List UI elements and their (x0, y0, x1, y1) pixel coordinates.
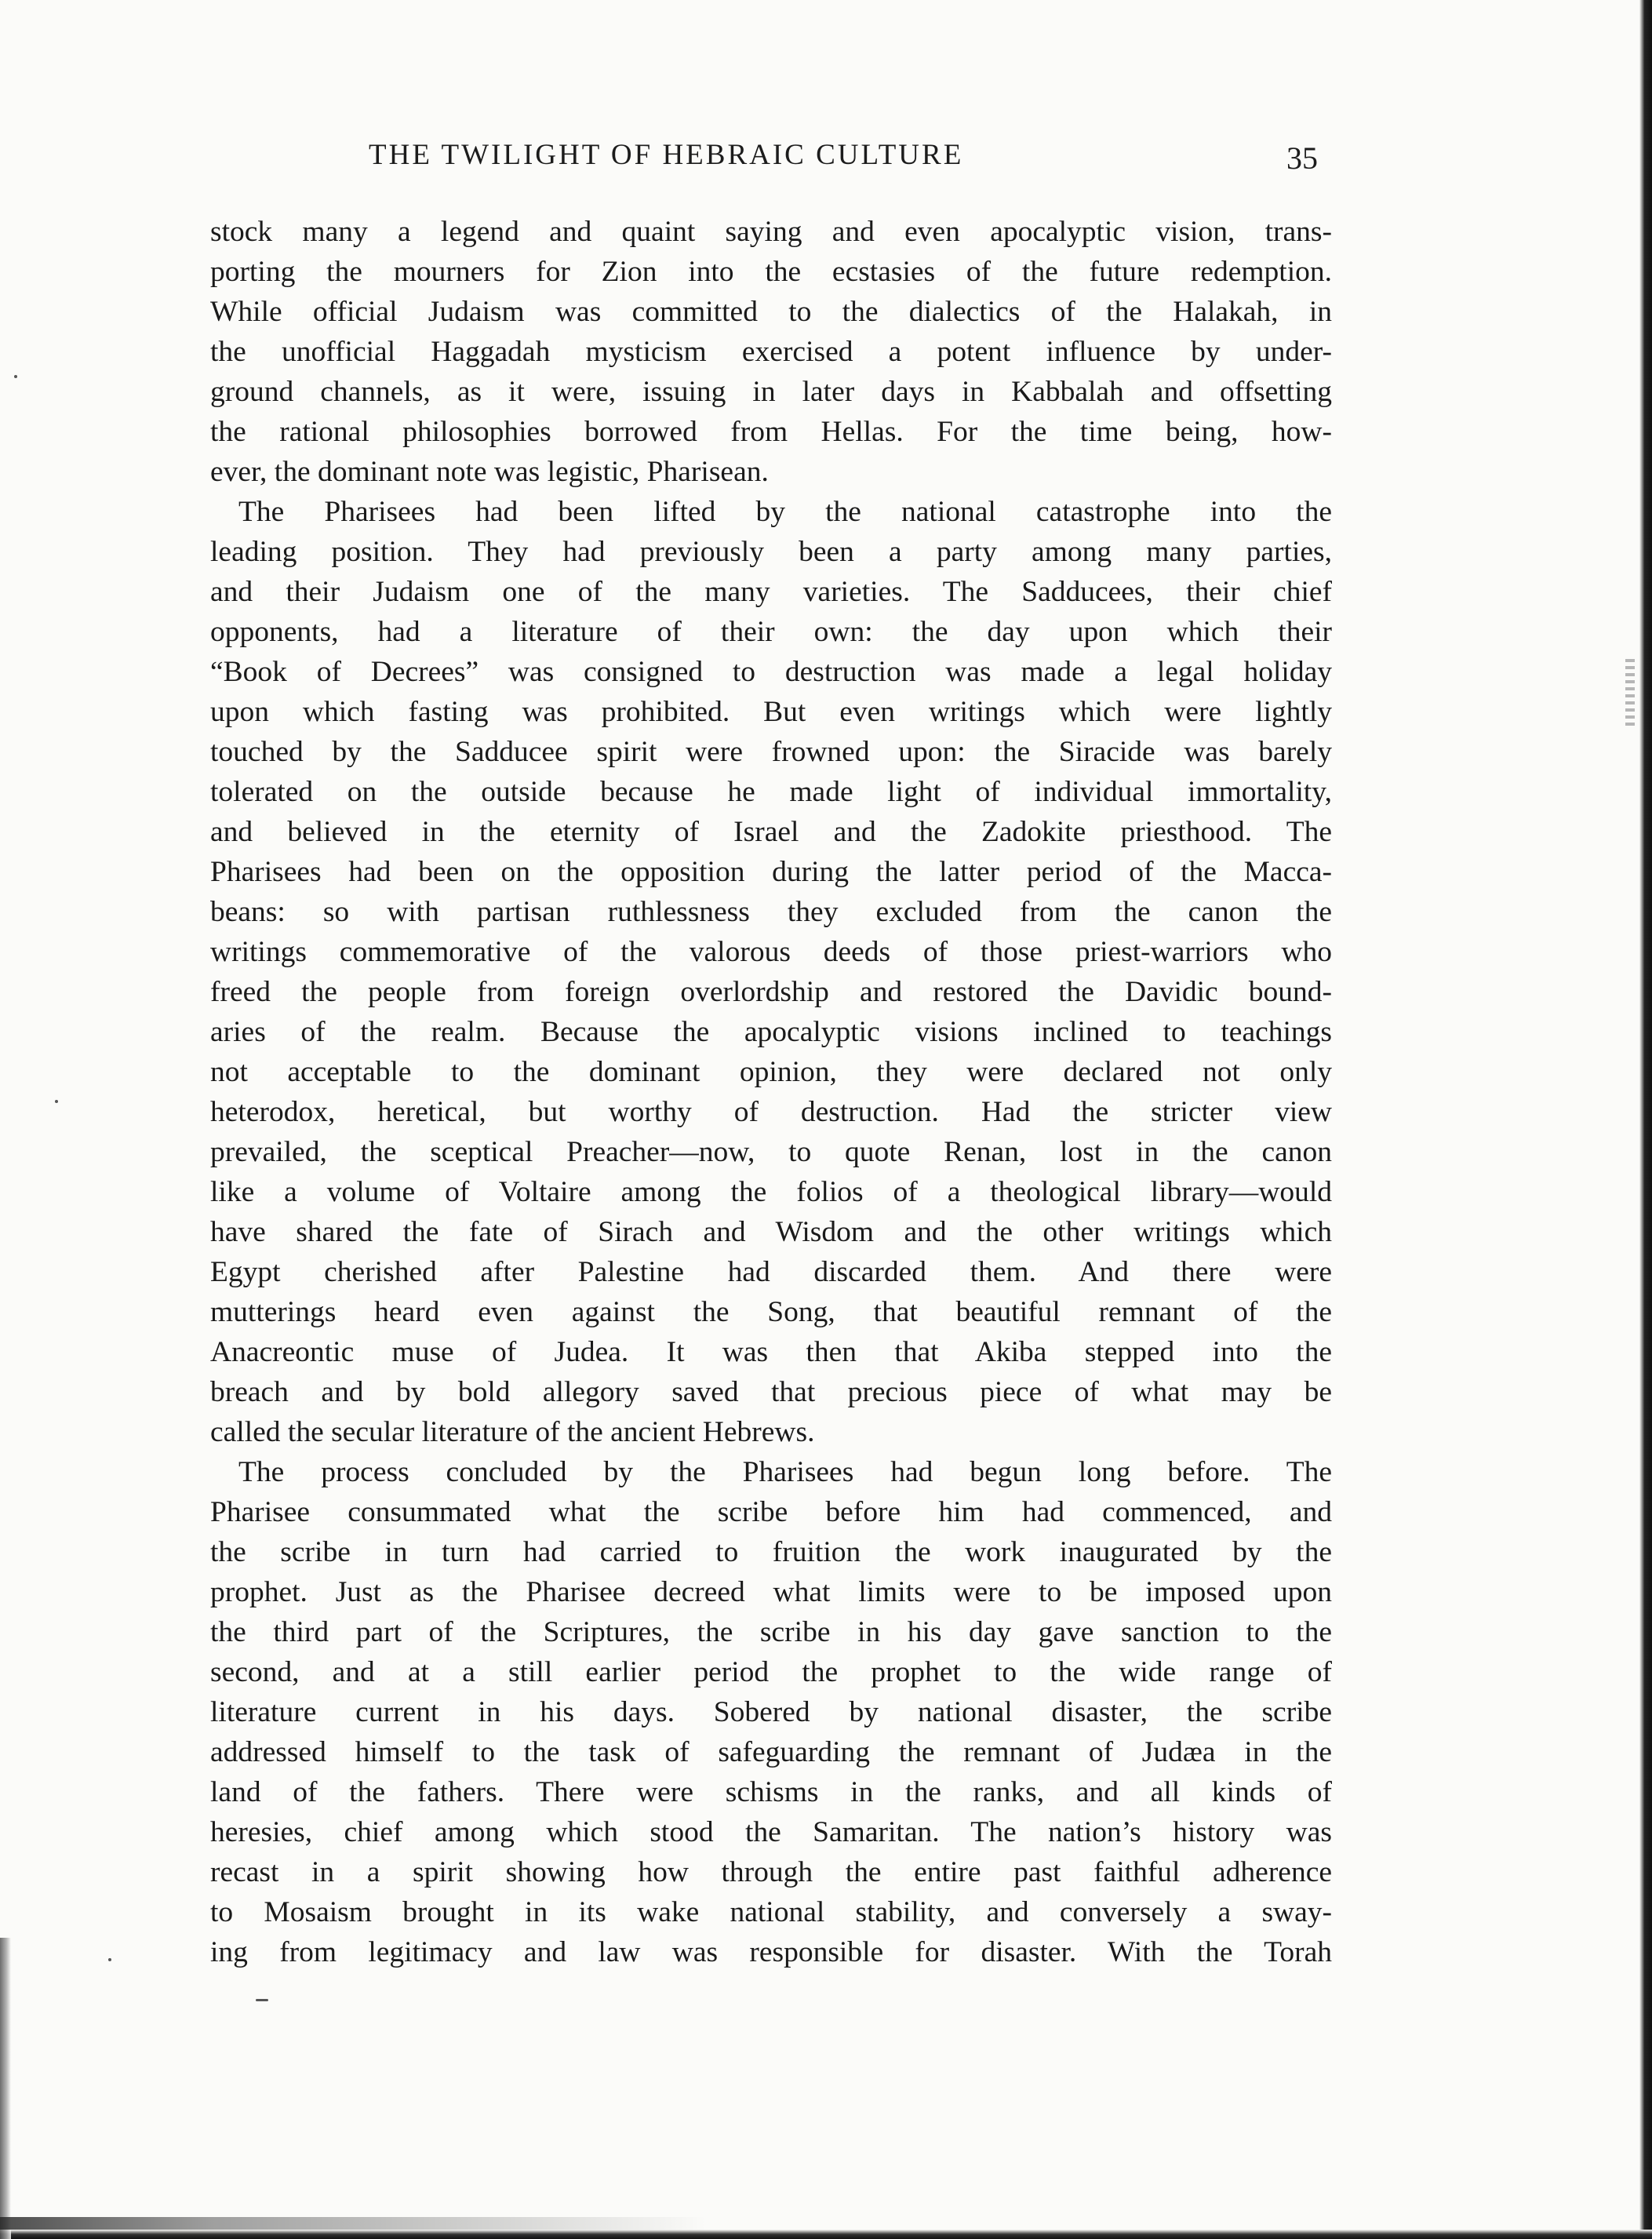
text-line: porting the mourners for Zion into the ecstasies of the future redemption. (210, 256, 1332, 288)
text-line: heresies, chief among which stood the Samaritan. The nation’s history was (210, 1816, 1332, 1848)
text-line: opponents, had a literature of their own: the day upon which their (210, 616, 1332, 648)
text-line: called the secular literature of the ancient Hebrews. (210, 1416, 815, 1448)
text-line: The process concluded by the Pharisees had begun long before. The (238, 1456, 1332, 1488)
text-line: the scribe in turn had carried to fruition the work inaugurated by the (210, 1536, 1332, 1568)
text-line: second, and at a still earlier period the prophet to the wide range of (210, 1656, 1332, 1688)
paragraph (210, 212, 1332, 492)
text-line: upon which fasting was prohibited. But even writings which were lightly (210, 696, 1332, 728)
page-right-edge-shadow (1639, 0, 1652, 2239)
text-line: freed the people from foreign overlordship and restored the Davidic bound- (210, 976, 1332, 1008)
text-line: the rational philosophies borrowed from Hellas. For the time being, how- (210, 416, 1332, 448)
paragraph (210, 492, 1332, 1452)
text-line: not acceptable to the dominant opinion, they were declared not only (210, 1056, 1332, 1088)
text-line: aries of the realm. Because the apocalyptic visions inclined to teachings (210, 1016, 1332, 1048)
text-line: and their Judaism one of the many varieties. The Sadducees, their chief (210, 576, 1332, 608)
text-line: While official Judaism was committed to the dialectics of the Halakah, in (210, 296, 1332, 328)
text-line: Pharisee consummated what the scribe before him had commenced, and (210, 1496, 1332, 1528)
text-line: ing from legitimacy and law was responsible for disaster. With the Torah (210, 1936, 1332, 1968)
text-line: Egypt cherished after Palestine had discarded them. And there were (210, 1256, 1332, 1288)
scan-margin-mark (1625, 659, 1635, 730)
text-line: breach and by bold allegory saved that precious piece of what may be (210, 1376, 1332, 1408)
text-line: land of the fathers. There were schisms in the ranks, and all kinds of (210, 1776, 1332, 1808)
text-line: writings commemorative of the valorous deeds of those priest-warriors who (210, 936, 1332, 968)
text-line: “Book of Decrees” was consigned to destruction was made a legal holiday (210, 656, 1332, 688)
scan-bottom-shadow (0, 2217, 706, 2230)
text-line: mutterings heard even against the Song, that beautiful remnant of the (210, 1296, 1332, 1328)
text-line: prevailed, the sceptical Preacher—now, to quote Renan, lost in the canon (210, 1136, 1332, 1168)
body-text (210, 212, 1332, 1972)
running-head: THE TWILIGHT OF HEBRAIC CULTURE (369, 139, 964, 171)
text-line: prophet. Just as the Pharisee decreed what limits were to be imposed upon (210, 1576, 1332, 1608)
text-line: ever, the dominant note was legistic, Pharisean. (210, 456, 769, 488)
text-line: beans: so with partisan ruthlessness they excluded from the canon the (210, 896, 1332, 928)
text-line: touched by the Sadducee spirit were frowned upon: the Siracide was barely (210, 736, 1332, 768)
paragraph (210, 1452, 1332, 1972)
text-line: and believed in the eternity of Israel and the Zadokite priesthood. The (210, 816, 1332, 848)
page-bottom-edge-shadow (0, 2230, 1652, 2239)
text-line: The Pharisees had been lifted by the national catastrophe into the (238, 496, 1332, 528)
text-line: Anacreontic muse of Judea. It was then that Akiba stepped into the (210, 1336, 1332, 1368)
text-line: like a volume of Voltaire among the folios of a theological library—would (210, 1176, 1332, 1208)
text-line: heterodox, heretical, but worthy of destruction. Had the stricter view (210, 1096, 1332, 1128)
text-line: the unofficial Haggadah mysticism exercised a potent influence by under- (210, 336, 1332, 368)
text-line: ground channels, as it were, issuing in later days in Kabbalah and offsetting (210, 376, 1332, 408)
binding-shadow (0, 1938, 11, 2239)
text-line: addressed himself to the task of safeguarding the remnant of Judæa in the (210, 1736, 1332, 1768)
text-line: Pharisees had been on the opposition during the latter period of the Macca- (210, 856, 1332, 888)
text-line: tolerated on the outside because he made light of individual immortality, (210, 776, 1332, 808)
scan-speck (55, 1100, 58, 1103)
scan-speck (256, 1999, 268, 2001)
text-line: stock many a legend and quaint saying and even apocalyptic vision, trans- (210, 216, 1332, 248)
text-line: the third part of the Scriptures, the scribe in his day gave sanction to the (210, 1616, 1332, 1648)
scan-speck (14, 375, 17, 378)
scan-speck (108, 1958, 111, 1961)
text-line: leading position. They had previously been a party among many parties, (210, 536, 1332, 568)
page-number: 35 (1286, 140, 1318, 176)
text-line: literature current in his days. Sobered by national disaster, the scribe (210, 1696, 1332, 1728)
text-line: to Mosaism brought in its wake national stability, and conversely a sway- (210, 1896, 1332, 1928)
text-line: have shared the fate of Sirach and Wisdom and the other writings which (210, 1216, 1332, 1248)
text-line: recast in a spirit showing how through the entire past faithful adherence (210, 1856, 1332, 1888)
